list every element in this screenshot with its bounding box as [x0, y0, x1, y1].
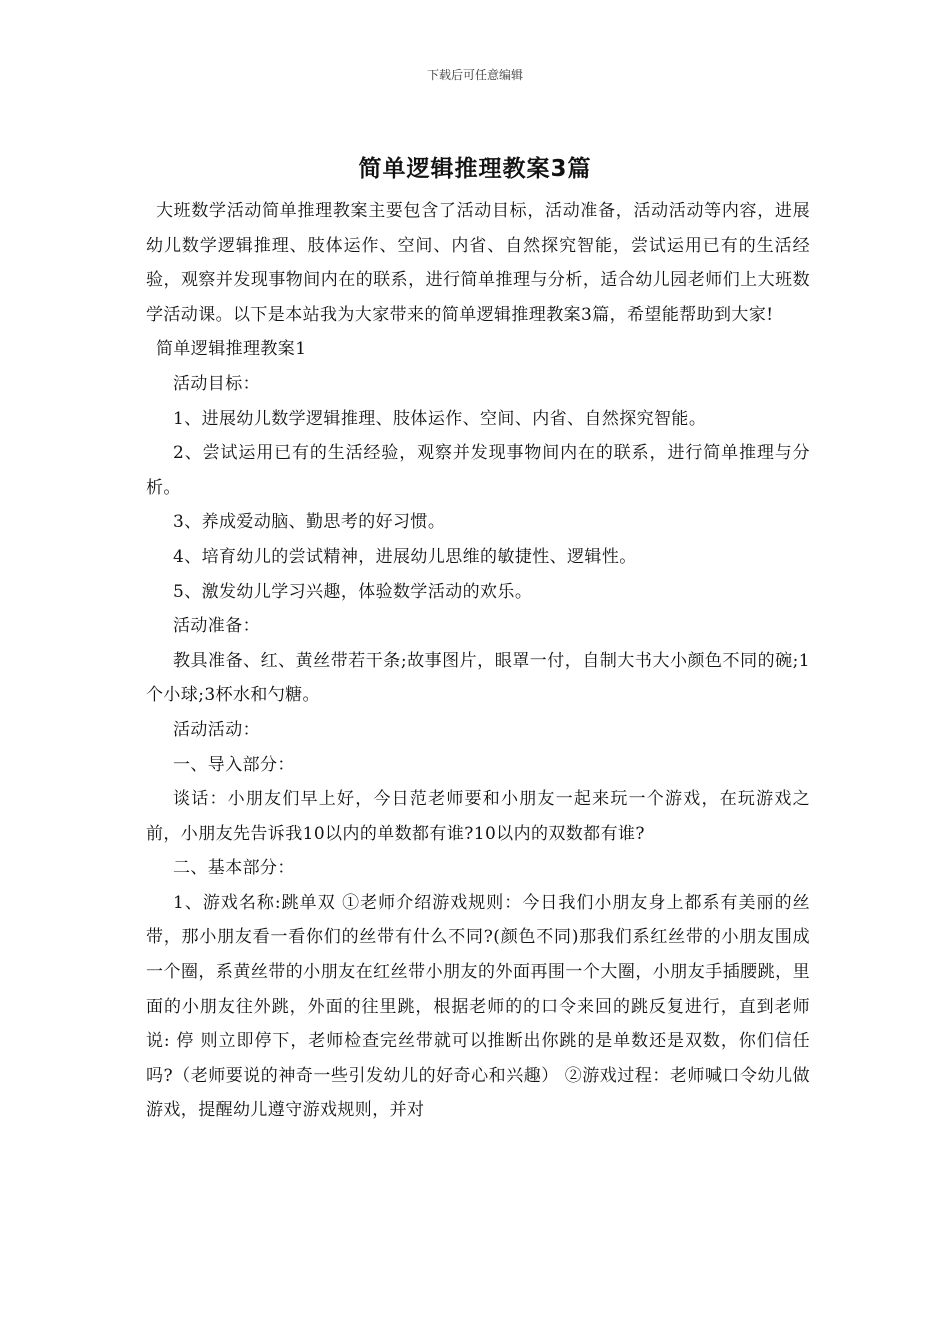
- goal-item: 5、激发幼儿学习兴趣，体验数学活动的欢乐。: [173, 581, 533, 602]
- document-body: [146, 194, 810, 1128]
- goal-item: 3、养成爱动脑、勤思考的好习惯。: [173, 512, 446, 533]
- part-heading: 一、导入部分：: [173, 754, 295, 775]
- page-header-note: 下载后可任意编辑: [426, 68, 523, 82]
- part-heading: 二、基本部分：: [173, 858, 295, 879]
- document-title: 简单逻辑推理教案3篇: [358, 156, 592, 182]
- activity-heading: 活动活动：: [173, 719, 260, 740]
- goals-heading: 活动目标：: [173, 373, 260, 394]
- section-heading: 简单逻辑推理教案1: [156, 339, 307, 360]
- goal-item: 2、尝试运用已有的生活经验，观察并发现事物间内在的联系，进行简单推理与分析。: [146, 443, 810, 498]
- part-paragraph: 谈话：小朋友们早上好，今日范老师要和小朋友一起来玩一个游戏，在玩游戏之前，小朋友先告诉我10以内的单数都有谁?10以内的双数都有谁?: [146, 789, 810, 844]
- prep-paragraph: 教具准备、红、黄丝带若干条;故事图片，眼罩一付，自制大书大小颜色不同的碗;1个小球;3杯水和勺糖。: [146, 650, 810, 706]
- goal-item: 4、培育幼儿的尝试精神，进展幼儿思维的敏捷性、逻辑性。: [173, 546, 637, 567]
- game-paragraph: 1、游戏名称:跳单双 ①老师介绍游戏规则：今日我们小朋友身上都系有美丽的丝带，那小朋友看一看你们的丝带有什么不同?(颜色不同)那我们系红丝带的小朋友围成一个圈，系黄丝带的小朋友在红丝带小朋友的外面再围一个大圈，小朋友手插腰跳，里面的小朋友往外跳，外面的往里跳，根据老师的的口令来回的跳反复进行，直到老师说: 停 则立即停下，老师检查完丝带就可以推断出你跳的是单数还是双数，你们信任吗?（老师要说的神奇一些引发幼儿的好奇心和兴趣） ②游戏过程：老师喊口令幼儿做游戏，提醒幼儿遵守游戏规则，并对: [146, 892, 810, 1121]
- prep-heading: 活动准备：: [173, 616, 260, 637]
- intro-paragraph: 大班数学活动简单推理教案主要包含了活动目标，活动准备，活动活动等内容，进展幼儿数学逻辑推理、肢体运作、空间、内省、自然探究智能，尝试运用已有的生活经验，观察并发现事物间内在的联系，进行简单推理与分析，适合幼儿园老师们上大班数学活动课。以下是本站我为大家带来的简单逻辑推理教案3篇，希望能帮助到大家!: [146, 201, 810, 325]
- goal-item: 1、进展幼儿数学逻辑推理、肢体运作、空间、内省、自然探究智能。: [173, 408, 707, 429]
